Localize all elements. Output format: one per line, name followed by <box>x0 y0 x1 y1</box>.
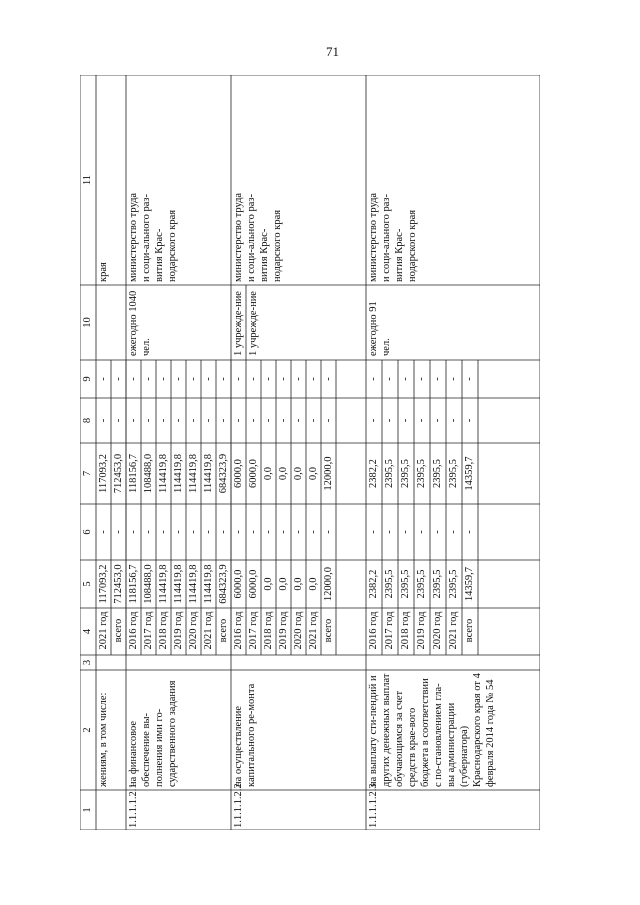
regional-cell: 114419,8 <box>158 454 169 493</box>
other-cell: - <box>188 377 199 381</box>
regional-cell: 684323,9 <box>218 453 229 494</box>
year-cell: всего <box>323 618 334 643</box>
local-cell: - <box>448 418 459 423</box>
column-header-11: 11 <box>82 174 93 186</box>
column-header-1: 1 <box>82 807 93 813</box>
total-cell: 0,0 <box>308 577 319 591</box>
other-cell: - <box>203 377 214 381</box>
total-cell: 2395,5 <box>432 569 443 599</box>
federal-cell: - <box>400 530 411 534</box>
column-header-6: 6 <box>82 529 93 535</box>
year-cell: 2019 год <box>173 611 184 650</box>
total-cell: 2395,5 <box>448 569 459 599</box>
total-cell: 14359,7 <box>464 566 475 602</box>
local-cell: - <box>263 418 274 423</box>
total-cell: 114419,8 <box>173 564 184 604</box>
item-executor: министерство труда и соци-ального раз-вития Крас-нодарского края <box>128 192 178 282</box>
local-cell: - <box>173 418 184 423</box>
total-cell: 118156,7 <box>128 564 139 604</box>
federal-cell: - <box>203 530 214 534</box>
regional-cell: 14359,7 <box>464 456 475 491</box>
regional-cell: 0,0 <box>293 466 304 481</box>
other-cell: - <box>323 377 334 381</box>
continuation-executor: края <box>98 262 109 282</box>
total-cell: 6000,0 <box>233 569 244 599</box>
total-cell: 6000,0 <box>248 569 259 599</box>
year-cell: 2016 год <box>128 611 139 650</box>
federal-cell: - <box>432 530 443 534</box>
local-cell: - <box>158 418 169 423</box>
regional-cell: 2382,2 <box>368 459 379 488</box>
total-cell: 117093,2 <box>98 564 109 604</box>
federal-cell: - <box>293 530 304 534</box>
year-cell: 2021 год <box>203 611 214 650</box>
other-cell: - <box>432 377 443 381</box>
local-cell: - <box>248 418 259 423</box>
other-cell: - <box>233 377 244 381</box>
local-cell: - <box>143 418 154 423</box>
federal-cell: - <box>263 530 274 534</box>
other-cell: - <box>263 377 274 381</box>
federal-cell: - <box>448 530 459 534</box>
year-cell: 2017 год <box>384 611 395 650</box>
total-cell: 12000,0 <box>323 566 334 602</box>
regional-cell: 108488,0 <box>143 453 154 494</box>
local-cell: - <box>400 418 411 423</box>
local-cell: - <box>464 418 475 423</box>
item-executor: министерство труда и соци-ального раз-вития Крас-нодарского края <box>368 192 418 282</box>
year-cell: 2021 год <box>448 611 459 650</box>
other-cell: - <box>400 377 411 381</box>
other-cell: - <box>416 377 427 381</box>
regional-cell: 114419,8 <box>188 454 199 493</box>
federal-cell: - <box>384 530 395 534</box>
regional-cell: 114419,8 <box>173 454 184 493</box>
item-executor: министерство труда и соци-ального раз-вития Крас-нодарского края <box>233 192 283 282</box>
local-cell: - <box>203 418 214 423</box>
continuation-text: жениям, в том числе: <box>98 692 109 787</box>
local-cell: - <box>188 418 199 423</box>
item-code: 1.1.1.1.2.3 <box>368 783 379 828</box>
budget-table <box>80 75 540 830</box>
federal-cell: - <box>98 530 109 534</box>
regional-cell: 2395,5 <box>432 459 443 488</box>
other-cell: - <box>464 377 475 381</box>
local-cell: - <box>233 418 244 423</box>
year-cell: всего <box>218 618 229 643</box>
local-cell: - <box>113 418 124 423</box>
page-number: 71 <box>326 44 339 59</box>
column-header-7: 7 <box>82 470 93 477</box>
year-cell: 2020 год <box>293 611 304 650</box>
year-cell: 2020 год <box>188 611 199 650</box>
year-cell: 2017 год <box>143 611 154 650</box>
total-cell: 712453,0 <box>113 564 124 604</box>
other-cell: - <box>448 377 459 381</box>
other-cell: - <box>293 377 304 381</box>
federal-cell: - <box>416 530 427 534</box>
local-cell: - <box>323 418 334 423</box>
other-cell: - <box>143 377 154 381</box>
total-cell: 2382,2 <box>368 569 379 599</box>
federal-cell: - <box>323 530 334 534</box>
year-cell: 2021 год <box>98 611 109 650</box>
item-indicator: ежегодно 91 чел. <box>368 301 392 356</box>
other-cell: - <box>158 377 169 381</box>
total-cell: 684323,9 <box>218 564 229 604</box>
other-cell: - <box>128 377 139 381</box>
column-header-9: 9 <box>82 376 93 382</box>
local-cell: - <box>432 418 443 423</box>
federal-cell: - <box>233 530 244 534</box>
year-cell: 2021 год <box>308 611 319 650</box>
local-cell: - <box>293 418 304 423</box>
federal-cell: - <box>113 530 124 534</box>
item-name: на финансовое обеспечение вы-полнения ими го-сударственного задания <box>128 680 178 787</box>
federal-cell: - <box>278 530 289 534</box>
federal-cell: - <box>368 530 379 534</box>
column-header-3: 3 <box>82 659 93 666</box>
year-cell: 2018 год <box>158 611 169 650</box>
regional-cell: 0,0 <box>278 466 289 481</box>
year-cell: 2019 год <box>416 611 427 650</box>
item-indicator-2017: 1 учрежде-ние <box>248 291 259 356</box>
federal-cell: - <box>308 530 319 534</box>
federal-cell: - <box>218 530 229 534</box>
year-cell: 2017 год <box>248 611 259 650</box>
column-header-10: 10 <box>82 317 93 328</box>
federal-cell: - <box>188 530 199 534</box>
federal-cell: - <box>248 530 259 534</box>
item-code: 1.1.1.1.2.1 <box>128 783 139 828</box>
local-cell: - <box>416 418 427 423</box>
regional-cell: 114419,8 <box>203 454 214 493</box>
other-cell: - <box>98 377 109 381</box>
column-header-4: 4 <box>82 628 93 635</box>
other-cell: - <box>308 377 319 381</box>
local-cell: - <box>278 418 289 423</box>
other-cell: - <box>113 377 124 381</box>
regional-cell: 118156,7 <box>128 454 139 493</box>
federal-cell: - <box>128 530 139 534</box>
year-cell: 2018 год <box>263 611 274 650</box>
item-indicator-2016: 1 учрежде-ние <box>233 291 244 356</box>
local-cell: - <box>368 418 379 423</box>
year-cell: всего <box>113 618 124 643</box>
column-header-8: 8 <box>82 417 93 424</box>
year-cell: 2020 год <box>432 611 443 650</box>
year-cell: всего <box>464 618 475 643</box>
item-name: на осуществление капитального ре-монта <box>233 683 257 787</box>
total-cell: 114419,8 <box>203 564 214 604</box>
local-cell: - <box>308 418 319 423</box>
column-header-5: 5 <box>82 581 93 587</box>
regional-cell: 12000,0 <box>323 456 334 491</box>
federal-cell: - <box>464 530 475 534</box>
total-cell: 114419,8 <box>188 564 199 604</box>
local-cell: - <box>128 418 139 423</box>
total-cell: 2395,5 <box>416 569 427 599</box>
other-cell: - <box>368 377 379 381</box>
regional-cell: 712453,0 <box>113 453 124 494</box>
other-cell: - <box>173 377 184 381</box>
total-cell: 0,0 <box>263 577 274 591</box>
regional-cell: 117093,2 <box>98 454 109 493</box>
federal-cell: - <box>158 530 169 534</box>
other-cell: - <box>278 377 289 381</box>
total-cell: 0,0 <box>278 577 289 591</box>
regional-cell: 2395,5 <box>448 459 459 488</box>
regional-cell: 6000,0 <box>233 459 244 488</box>
column-header-2: 2 <box>82 727 93 733</box>
regional-cell: 2395,5 <box>384 459 395 488</box>
total-cell: 114419,8 <box>158 564 169 604</box>
local-cell: - <box>218 418 229 423</box>
total-cell: 108488,0 <box>143 564 154 604</box>
regional-cell: 2395,5 <box>400 459 411 488</box>
other-cell: - <box>248 377 259 381</box>
total-cell: 2395,5 <box>400 569 411 599</box>
regional-cell: 2395,5 <box>416 459 427 488</box>
federal-cell: - <box>143 530 154 534</box>
year-cell: 2018 год <box>400 611 411 650</box>
local-cell: - <box>384 418 395 423</box>
item-name: на выплату сти-пендий и других денежных выплат обучающимся за счет средств крае-вого бюджета в соответствии с по-становлением гла-вы администрации (губернатора) Краснодарского края от 4 февраля 2014 года № 54 <box>368 673 496 787</box>
year-cell: 2019 год <box>278 611 289 650</box>
total-cell: 0,0 <box>293 577 304 591</box>
year-cell: 2016 год <box>233 611 244 650</box>
item-code: 1.1.1.1.2.2 <box>233 783 244 828</box>
regional-cell: 6000,0 <box>248 459 259 488</box>
federal-cell: - <box>173 530 184 534</box>
item-indicator: ежегодно 1040 чел. <box>128 290 152 356</box>
regional-cell: 0,0 <box>308 466 319 481</box>
regional-cell: 0,0 <box>263 466 274 481</box>
total-cell: 2395,5 <box>384 569 395 599</box>
local-cell: - <box>98 418 109 423</box>
other-cell: - <box>384 377 395 381</box>
year-cell: 2016 год <box>368 611 379 650</box>
other-cell: - <box>218 377 229 381</box>
